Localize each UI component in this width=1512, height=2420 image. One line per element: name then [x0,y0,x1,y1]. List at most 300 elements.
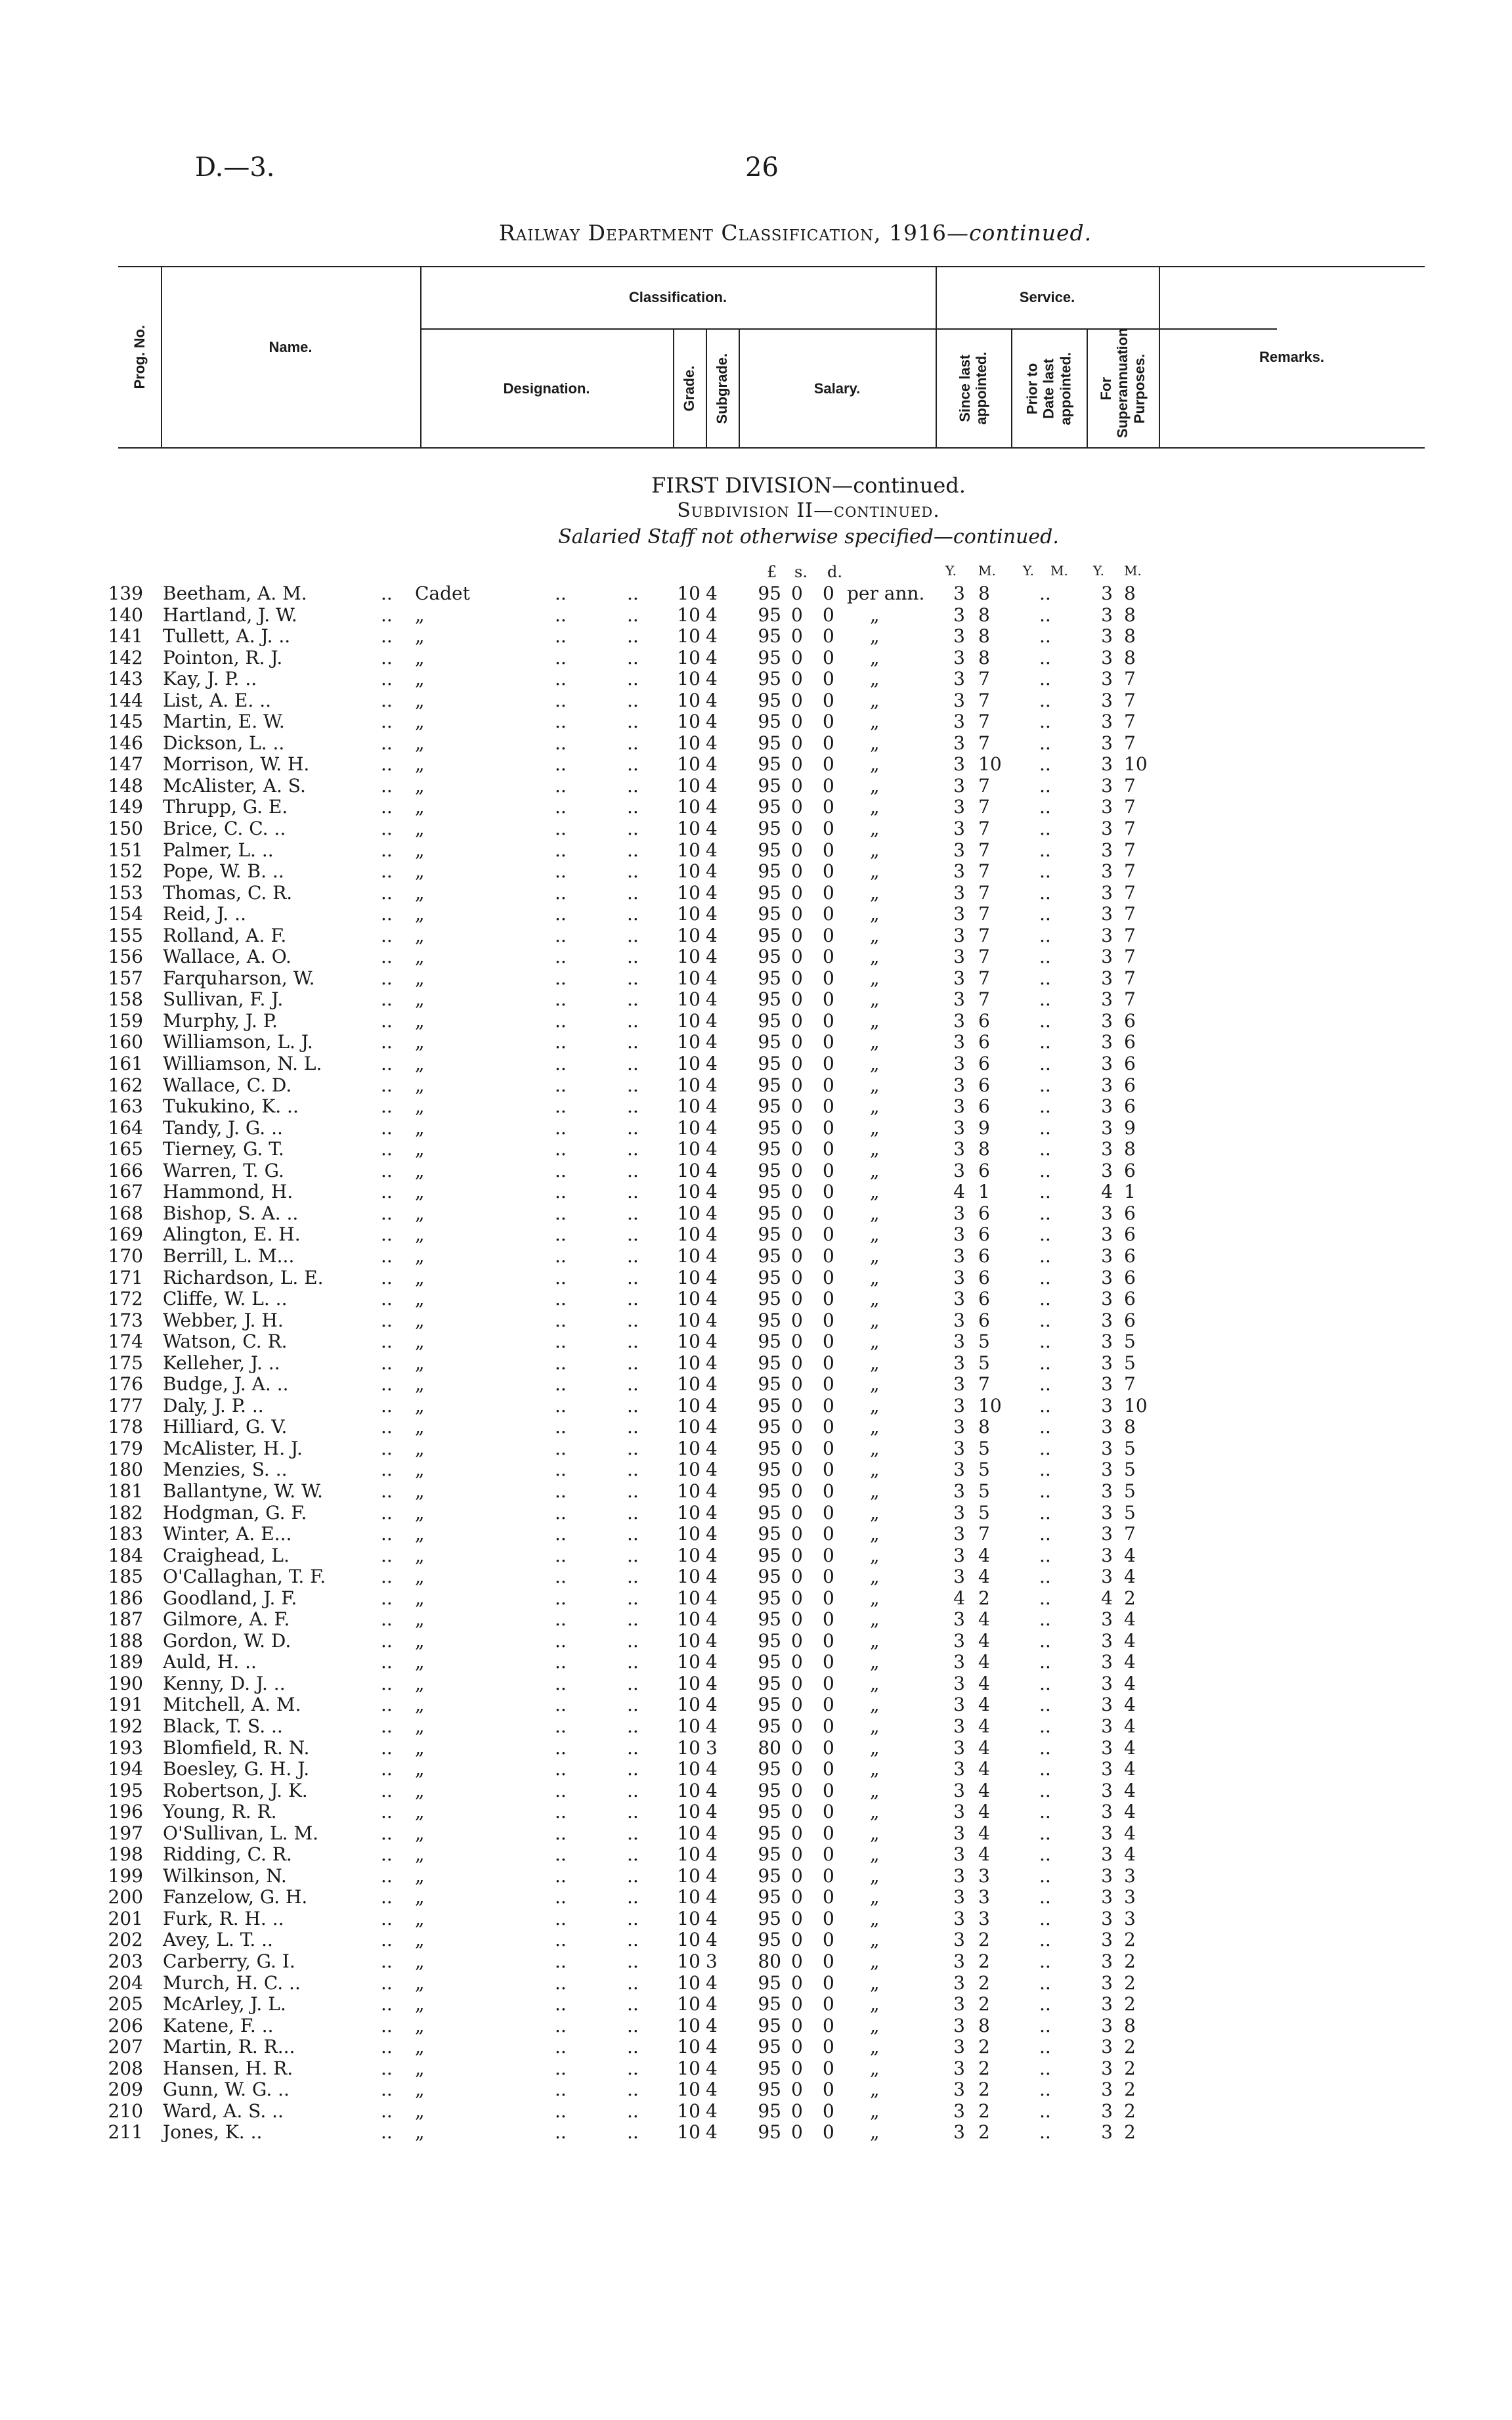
leader-dots: .. [627,1587,639,1609]
staff-name: Richardson, L. E. [163,1266,324,1288]
super-months: 5 [1124,1437,1136,1459]
designation: „ [415,646,425,669]
grade: 10 [677,583,701,604]
super-years: 3 [1101,1523,1113,1545]
super-years: 3 [1101,818,1113,840]
super-years: 3 [1101,903,1113,925]
salary-pence: 0 [823,689,834,711]
salary-shillings: 0 [791,668,803,690]
designation-header: Designation. [503,380,590,397]
super-months: 4 [1124,1736,1136,1759]
grade: 10 [677,604,701,626]
table-row [0,1096,1512,1118]
salary-period: „ [870,1672,880,1694]
since-months: 7 [978,732,990,754]
designation: „ [415,1566,425,1588]
leader-dots: .. [555,1608,567,1631]
salary-period: „ [870,1587,880,1609]
subgrade: 4 [706,1223,718,1246]
super-months: 6 [1124,1159,1136,1181]
prior-blank-dots: .. [1039,1373,1051,1396]
salary-period: „ [870,1715,880,1737]
salary-shillings: 0 [791,1843,803,1866]
salary-shillings: 0 [791,1352,803,1374]
super-years: 3 [1101,1416,1113,1438]
table-row [0,1203,1512,1225]
prog-number: 208 [108,2057,143,2079]
table-row [0,1310,1512,1332]
since-years: 3 [953,1907,965,1929]
salary-shillings: 0 [791,1950,803,1972]
remarks-header: Remarks. [1259,349,1325,365]
salary-pounds: 95 [758,1651,781,1673]
super-months: 4 [1124,1608,1136,1631]
table-row [0,1011,1512,1032]
leader-dots: .. [381,1095,393,1118]
super-months: 2 [1124,1950,1136,1972]
leader-dots: .. [381,1373,393,1396]
designation: „ [415,1929,425,1951]
leader-dots: .. [555,1480,567,1502]
leader-dots: .. [627,1672,639,1694]
salary-period: „ [870,625,880,648]
leader-dots: .. [555,818,567,840]
leader-dots: .. [555,646,567,669]
grade: 10 [677,1801,701,1823]
prior-blank-dots: .. [1039,1523,1051,1545]
prior-blank-dots: .. [1039,1779,1051,1801]
staff-name: Martin, E. W. [163,711,285,733]
table-row [0,583,1512,605]
salary-pence: 0 [823,1288,834,1310]
subgrade: 4 [706,1993,718,2015]
leader-dots: .. [555,1929,567,1951]
salary-period: „ [870,881,880,904]
table-row [0,1631,1512,1652]
table-row [0,669,1512,690]
table-row [0,1524,1512,1545]
salary-pence: 0 [823,732,834,754]
super-years: 3 [1101,604,1113,626]
leader-dots: .. [555,1074,567,1096]
since-years: 3 [953,1544,965,1566]
salary-pence: 0 [823,1886,834,1908]
subgrade: 4 [706,2014,718,2036]
grade: 10 [677,1288,701,1310]
since-month-unit: M. [978,563,996,579]
leader-dots: .. [627,2036,639,2058]
designation: „ [415,924,425,946]
since-months: 2 [978,1971,990,1994]
super-months: 2 [1124,2036,1136,2058]
salary-pounds: 95 [758,1202,781,1224]
grade: 10 [677,818,701,840]
grade: 10 [677,1352,701,1374]
salary-period: „ [870,711,880,733]
salary-pence: 0 [823,1138,834,1160]
subgrade: 4 [706,1843,718,1866]
leader-dots: .. [555,1843,567,1866]
since-months: 4 [978,1801,990,1823]
page-reference: D.—3. [195,152,275,183]
salary-pounds: 95 [758,1266,781,1288]
leader-dots: .. [555,1416,567,1438]
leader-dots: .. [627,1116,639,1139]
designation: „ [415,818,425,840]
leader-dots: .. [555,1223,567,1246]
table-row [0,840,1512,862]
since-years: 3 [953,1095,965,1118]
since-years: 3 [953,967,965,989]
leader-dots: .. [627,1993,639,2015]
salary-pounds: 95 [758,1801,781,1823]
salary-pence: 0 [823,1009,834,1032]
prior-blank-dots: .. [1039,860,1051,883]
salary-pounds: 95 [758,1608,781,1631]
super-years: 3 [1101,1480,1113,1502]
since-months: 4 [978,1758,990,1780]
grade: 10 [677,1053,701,1075]
super-years: 3 [1101,1694,1113,1716]
leader-dots: .. [555,967,567,989]
prior-blank-dots: .. [1039,967,1051,989]
salary-pence: 0 [823,1950,834,1972]
salary-shillings: 0 [791,860,803,883]
super-months: 2 [1124,1587,1136,1609]
grade: 10 [677,1822,701,1844]
since-years: 3 [953,903,965,925]
super-years: 3 [1101,988,1113,1011]
designation: „ [415,625,425,648]
prog-number: 178 [108,1416,143,1438]
table-row [0,1973,1512,1994]
salary-pence: 0 [823,753,834,776]
grade: 10 [677,1074,701,1096]
salary-shillings: 0 [791,1779,803,1801]
prior-blank-dots: .. [1039,1736,1051,1759]
salary-shillings: 0 [791,1694,803,1716]
leader-dots: .. [381,1331,393,1353]
staff-name: Sullivan, F. J. [163,988,284,1011]
leader-dots: .. [381,583,393,604]
super-years: 3 [1101,1031,1113,1053]
table-row [0,1823,1512,1845]
salary-shillings: 0 [791,1758,803,1780]
staff-name: Berrill, L. M... [163,1244,295,1267]
since-years: 3 [953,1373,965,1396]
leader-dots: .. [381,1694,393,1716]
subgrade: 4 [706,1202,718,1224]
leader-dots: .. [555,732,567,754]
super-years: 3 [1101,1223,1113,1246]
since-years: 3 [953,924,965,946]
leader-dots: .. [555,604,567,626]
super-months: 2 [1124,1993,1136,2015]
leader-dots: .. [381,1736,393,1759]
since-years: 3 [953,583,965,604]
leader-dots: .. [555,839,567,861]
since-years: 3 [953,2079,965,2101]
designation: „ [415,2057,425,2079]
leader-dots: .. [555,2057,567,2079]
super-years: 3 [1101,1116,1113,1139]
staff-name: Tullett, A. J. .. [163,625,291,648]
salary-pence: 0 [823,2121,834,2144]
super-months: 7 [1124,689,1136,711]
staff-name: Ballantyne, W. W. [163,1480,323,1502]
prior-blank-dots: .. [1039,753,1051,776]
salary-period: „ [870,1907,880,1929]
super-years: 3 [1101,646,1113,669]
salary-period: „ [870,604,880,626]
super-year-unit: Y. [1093,563,1104,579]
salary-period: „ [870,1801,880,1823]
leader-dots: .. [555,1993,567,2015]
grade: 10 [677,668,701,690]
salary-period: „ [870,1437,880,1459]
prior-blank-dots: .. [1039,711,1051,733]
salary-pounds: 95 [758,753,781,776]
table-row [0,1224,1512,1246]
prior-blank-dots: .. [1039,689,1051,711]
salary-pence: 0 [823,2036,834,2058]
since-months: 2 [978,1950,990,1972]
prog-number: 140 [108,604,143,626]
prog-number: 151 [108,839,143,861]
subgrade: 4 [706,1480,718,1502]
leader-dots: .. [381,1437,393,1459]
prior-blank-dots: .. [1039,1480,1051,1502]
subgrade: 4 [706,796,718,818]
super-years: 3 [1101,1822,1113,1844]
designation: „ [415,1053,425,1075]
salary-shillings: 0 [791,1309,803,1331]
designation: „ [415,1608,425,1631]
leader-dots: .. [627,1181,639,1203]
salary-pounds: 95 [758,1074,781,1096]
prior-blank-dots: .. [1039,839,1051,861]
grade: 10 [677,924,701,946]
leader-dots: .. [555,1373,567,1396]
table-row [0,1652,1512,1673]
staff-name: Hilliard, G. V. [163,1416,288,1438]
staff-name: Pope, W. B. .. [163,860,284,883]
since-years: 3 [953,1223,965,1246]
since-months: 8 [978,604,990,626]
subgrade: 4 [706,1672,718,1694]
super-months: 1 [1124,1181,1136,1203]
leader-dots: .. [381,1459,393,1481]
subgrade: 4 [706,818,718,840]
grade: 10 [677,1223,701,1246]
leader-dots: .. [381,1031,393,1053]
leader-dots: .. [555,1544,567,1566]
leader-dots: .. [627,1566,639,1588]
prog-number: 201 [108,1907,143,1929]
salary-period: „ [870,1223,880,1246]
prog-number: 205 [108,1993,143,2015]
leader-dots: .. [555,1907,567,1929]
since-years: 3 [953,1501,965,1524]
leader-dots: .. [627,988,639,1011]
salary-shillings: 0 [791,1907,803,1929]
super-months: 7 [1124,903,1136,925]
super-years: 3 [1101,2079,1113,2101]
super-months: 6 [1124,1266,1136,1288]
salary-pence: 0 [823,625,834,648]
super-months: 7 [1124,924,1136,946]
staff-name: Reid, J. .. [163,903,246,925]
prior-blank-dots: .. [1039,1074,1051,1096]
designation: „ [415,774,425,797]
leader-dots: .. [381,1971,393,1994]
salary-period: „ [870,1886,880,1908]
designation: „ [415,1244,425,1267]
super-months: 7 [1124,711,1136,733]
leader-dots: .. [381,1053,393,1075]
salary-period: „ [870,646,880,669]
table-row [0,1566,1512,1588]
leader-dots: .. [555,1694,567,1716]
leader-dots: .. [627,1758,639,1780]
prog-number: 176 [108,1373,143,1396]
salary-period: „ [870,2079,880,2101]
super-years: 3 [1101,1843,1113,1866]
salary-pence: 0 [823,1244,834,1267]
leader-dots: .. [627,860,639,883]
salary-pounds: 95 [758,1331,781,1353]
super-months: 10 [1124,1394,1148,1417]
table-row [0,2079,1512,2101]
since-months: 7 [978,946,990,968]
salary-pounds: 95 [758,796,781,818]
salary-pence: 0 [823,1501,834,1524]
leader-dots: .. [555,1801,567,1823]
leader-dots: .. [381,1929,393,1951]
salary-pounds: 95 [758,2121,781,2144]
leader-dots: .. [627,1971,639,1994]
staff-name: Kay, J. P. .. [163,668,257,690]
salary-pence: 0 [823,1779,834,1801]
super-months: 8 [1124,1138,1136,1160]
leader-dots: .. [381,2014,393,2036]
table-row [0,989,1512,1011]
since-months: 5 [978,1480,990,1502]
staff-name: O'Sullivan, L. M. [163,1822,319,1844]
table-row [0,1267,1512,1289]
super-month-unit: M. [1124,563,1142,579]
leader-dots: .. [627,903,639,925]
salary-period: „ [870,988,880,1011]
leader-dots: .. [381,1629,393,1652]
super-years: 3 [1101,1758,1113,1780]
salary-shillings: 0 [791,1223,803,1246]
division-heading: FIRST DIVISION—continued. [651,473,966,498]
since-years: 3 [953,1288,965,1310]
salary-period: „ [870,1244,880,1267]
since-years: 4 [953,1587,965,1609]
super-years: 3 [1101,1566,1113,1588]
prog-number: 161 [108,1053,143,1075]
prior-blank-dots: .. [1039,1993,1051,2015]
staff-name: Farquharson, W. [163,967,315,989]
since-years: 3 [953,1244,965,1267]
leader-dots: .. [627,1736,639,1759]
subgrade: 4 [706,1394,718,1417]
since-months: 6 [978,1159,990,1181]
salary-pounds: 95 [758,1116,781,1139]
salary-period: „ [870,1864,880,1887]
salary-pounds: 95 [758,2036,781,2058]
prior-blank-dots: .. [1039,2014,1051,2036]
leader-dots: .. [381,1266,393,1288]
salary-pounds: 95 [758,924,781,946]
subgrade: 4 [706,583,718,604]
prior-blank-dots: .. [1039,946,1051,968]
staff-name: Rolland, A. F. [163,924,287,946]
super-months: 2 [1124,1929,1136,1951]
super-years: 3 [1101,1629,1113,1652]
leader-dots: .. [381,1116,393,1139]
grade: 10 [677,1031,701,1053]
super-months: 7 [1124,1373,1136,1396]
salary-shillings: 0 [791,796,803,818]
designation: „ [415,604,425,626]
since-months: 6 [978,1074,990,1096]
grade: 10 [677,1758,701,1780]
prior-blank-dots: .. [1039,1053,1051,1075]
grade: 10 [677,2057,701,2079]
prior-blank-dots: .. [1039,1288,1051,1310]
leader-dots: .. [627,1864,639,1887]
designation: „ [415,1993,425,2015]
prog-number: 186 [108,1587,143,1609]
super-years: 3 [1101,1459,1113,1481]
super-months: 4 [1124,1672,1136,1694]
subgrade: 4 [706,881,718,904]
salary-period: „ [870,839,880,861]
salary-pence: 0 [823,774,834,797]
since-years: 3 [953,774,965,797]
staff-name: Budge, J. A. .. [163,1373,289,1396]
leader-dots: .. [381,2057,393,2079]
salary-shillings: 0 [791,732,803,754]
prog-number: 156 [108,946,143,968]
prior-blank-dots: .. [1039,1181,1051,1203]
prior-blank-dots: .. [1039,1651,1051,1673]
leader-dots: .. [627,1053,639,1075]
salary-shillings: 0 [791,1116,803,1139]
staff-name: Tierney, G. T. [163,1138,284,1160]
salary-pounds: 95 [758,2014,781,2036]
since-years: 3 [953,1929,965,1951]
designation: „ [415,1907,425,1929]
leader-dots: .. [555,1672,567,1694]
prog-number: 158 [108,988,143,1011]
salary-period: „ [870,860,880,883]
salary-period: „ [870,1651,880,1673]
leader-dots: .. [627,1074,639,1096]
super-years: 3 [1101,924,1113,946]
designation: „ [415,1736,425,1759]
leader-dots: .. [381,1416,393,1438]
prior-blank-dots: .. [1039,1244,1051,1267]
prog-number: 174 [108,1331,143,1353]
leader-dots: .. [555,2079,567,2101]
salary-pence: 0 [823,1223,834,1246]
prog-number: 187 [108,1608,143,1631]
salary-shillings: 0 [791,1822,803,1844]
